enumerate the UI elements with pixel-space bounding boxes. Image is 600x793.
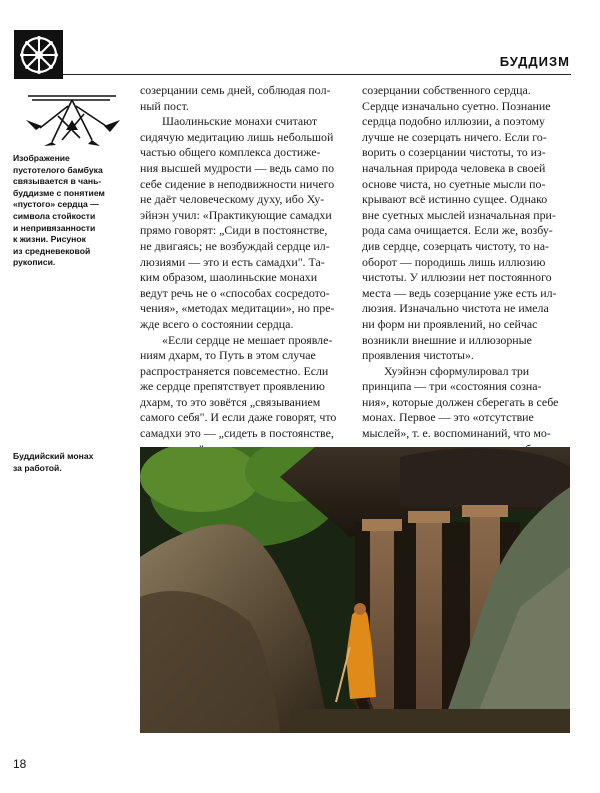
photo-caption (13, 451, 121, 474)
text-line: сердца подобно иллюзии, а поэтому (362, 114, 545, 129)
caption-line: буддизме с понятием (13, 187, 105, 198)
text-line: возникли внешние и иллюзорные (362, 332, 532, 347)
text-line: ведут речь не о «способах сосредото- (140, 285, 330, 300)
text-line: же сердце препятствует проявлению (140, 379, 325, 394)
text-line: ни форм ни проявлений, но сейчас (362, 316, 538, 331)
text-line: ворить о созерцании чистоты, то из- (362, 145, 546, 160)
text-line: начальная природа человека в своей (362, 160, 546, 175)
text-line: мыслей», т. е. воспоминаний, что мо- (362, 426, 551, 441)
caption-line: из средневековой (13, 245, 91, 256)
caption-line: Буддийский монах (13, 451, 94, 461)
text-line: основе чиста, но суетные мысли по- (362, 176, 546, 191)
text-line: проявления чистоты». (362, 348, 474, 363)
caption-line: к жизни. Рисунок (13, 234, 86, 245)
text-line: чения», «методах медитации», но пре- (140, 301, 335, 316)
text-line: сидячую медитацию лишь небольшой (140, 129, 334, 144)
text-line: жде всего о состоянии сердца. (140, 316, 294, 331)
text-line: распространяется повсеместно. Если (140, 363, 329, 378)
text-line: не двигаясь; не возбуждай сердце ил- (140, 238, 330, 253)
text-line: «Если сердце не мешает проявле- (162, 332, 333, 347)
text-line: Хуэйнэн сформулировал три (384, 363, 530, 378)
text-line: рода сама очищается. Если же, возбу- (362, 223, 553, 238)
text-line: эйнэн учил: «Практикующие самадхи (140, 207, 332, 222)
photo-illustration (140, 447, 570, 733)
page-number: 18 (13, 757, 27, 771)
caption-line: «пустого» сердца — (13, 199, 99, 210)
text-line: места — ведь созерцание уже есть ил- (362, 285, 557, 300)
dharma-wheel-icon (18, 34, 60, 76)
text-line: чистоты. У иллюзии нет постоянного (362, 270, 552, 285)
caption-line: связывается в чань- (13, 176, 102, 187)
text-line: прямо говорят: „Сиди в постоянстве, (140, 223, 328, 238)
text-line: лучше не созерцать ничего. Если го- (362, 129, 547, 144)
bamboo-caption (13, 153, 121, 269)
caption-line: за работой. (13, 462, 62, 473)
caption-line: символа стойкости (13, 210, 96, 221)
header-rule (63, 74, 571, 75)
text-line: див сердце, созерцать чистоту, то на- (362, 238, 549, 253)
text-line: ния высшей мудрости — ведь само по (140, 160, 335, 175)
section-title: БУДДИЗМ (499, 54, 570, 69)
text-line: дхарм, то это зовётся „связыванием (140, 394, 321, 409)
section-logo (14, 30, 63, 79)
text-line: люзия. Изначально чистота не имела (362, 301, 549, 316)
text-line: себе сидение в неподвижности ничего (140, 176, 335, 191)
monk-temple-photo (140, 447, 570, 733)
bamboo-drawing-icon (22, 90, 122, 148)
text-line: оборот — породишь лишь иллюзию (362, 254, 546, 269)
text-line: самадхи это — „сидеть в постоянстве, (140, 426, 334, 441)
caption-line: пустотелого бамбука (13, 164, 103, 175)
text-line: крывают всё истинно сущее. Однако (362, 192, 548, 207)
text-line: ниям дхарм, то Путь в этом случае (140, 348, 316, 363)
text-line: вне суетных мыслей изначальная при- (362, 207, 556, 222)
caption-line: и непривязанности (13, 222, 96, 233)
text-column-2 (362, 83, 572, 504)
text-line: ким образом, шаолиньские монахи (140, 270, 318, 285)
text-line: монах. Первое — это «отсутствие (362, 410, 534, 425)
text-line: самого себя". И если даже говорят, что (140, 410, 337, 425)
text-line: Шаолиньские монахи считают (162, 114, 318, 129)
caption-line: рукописи. (13, 257, 56, 268)
text-line: созерцании семь дней, соблюдая пол- (140, 83, 331, 97)
text-line: Сердце изначально суетно. Познание (362, 98, 551, 113)
text-line: люзиями — это и есть самадхи". Та- (140, 254, 325, 269)
caption-line: Изображение (13, 153, 70, 163)
text-line: созерцании собственного сердца. (362, 83, 531, 97)
text-line: принципа — три «состояния созна- (362, 379, 542, 394)
text-line: не даёт человеческому духу, ибо Ху- (140, 192, 325, 207)
text-line: ный пост. (140, 98, 189, 113)
text-column-1 (140, 83, 352, 504)
text-line: ния», которые должен сберегать в себе (362, 394, 559, 409)
text-line: частью общего комплекса достиже- (140, 145, 321, 160)
